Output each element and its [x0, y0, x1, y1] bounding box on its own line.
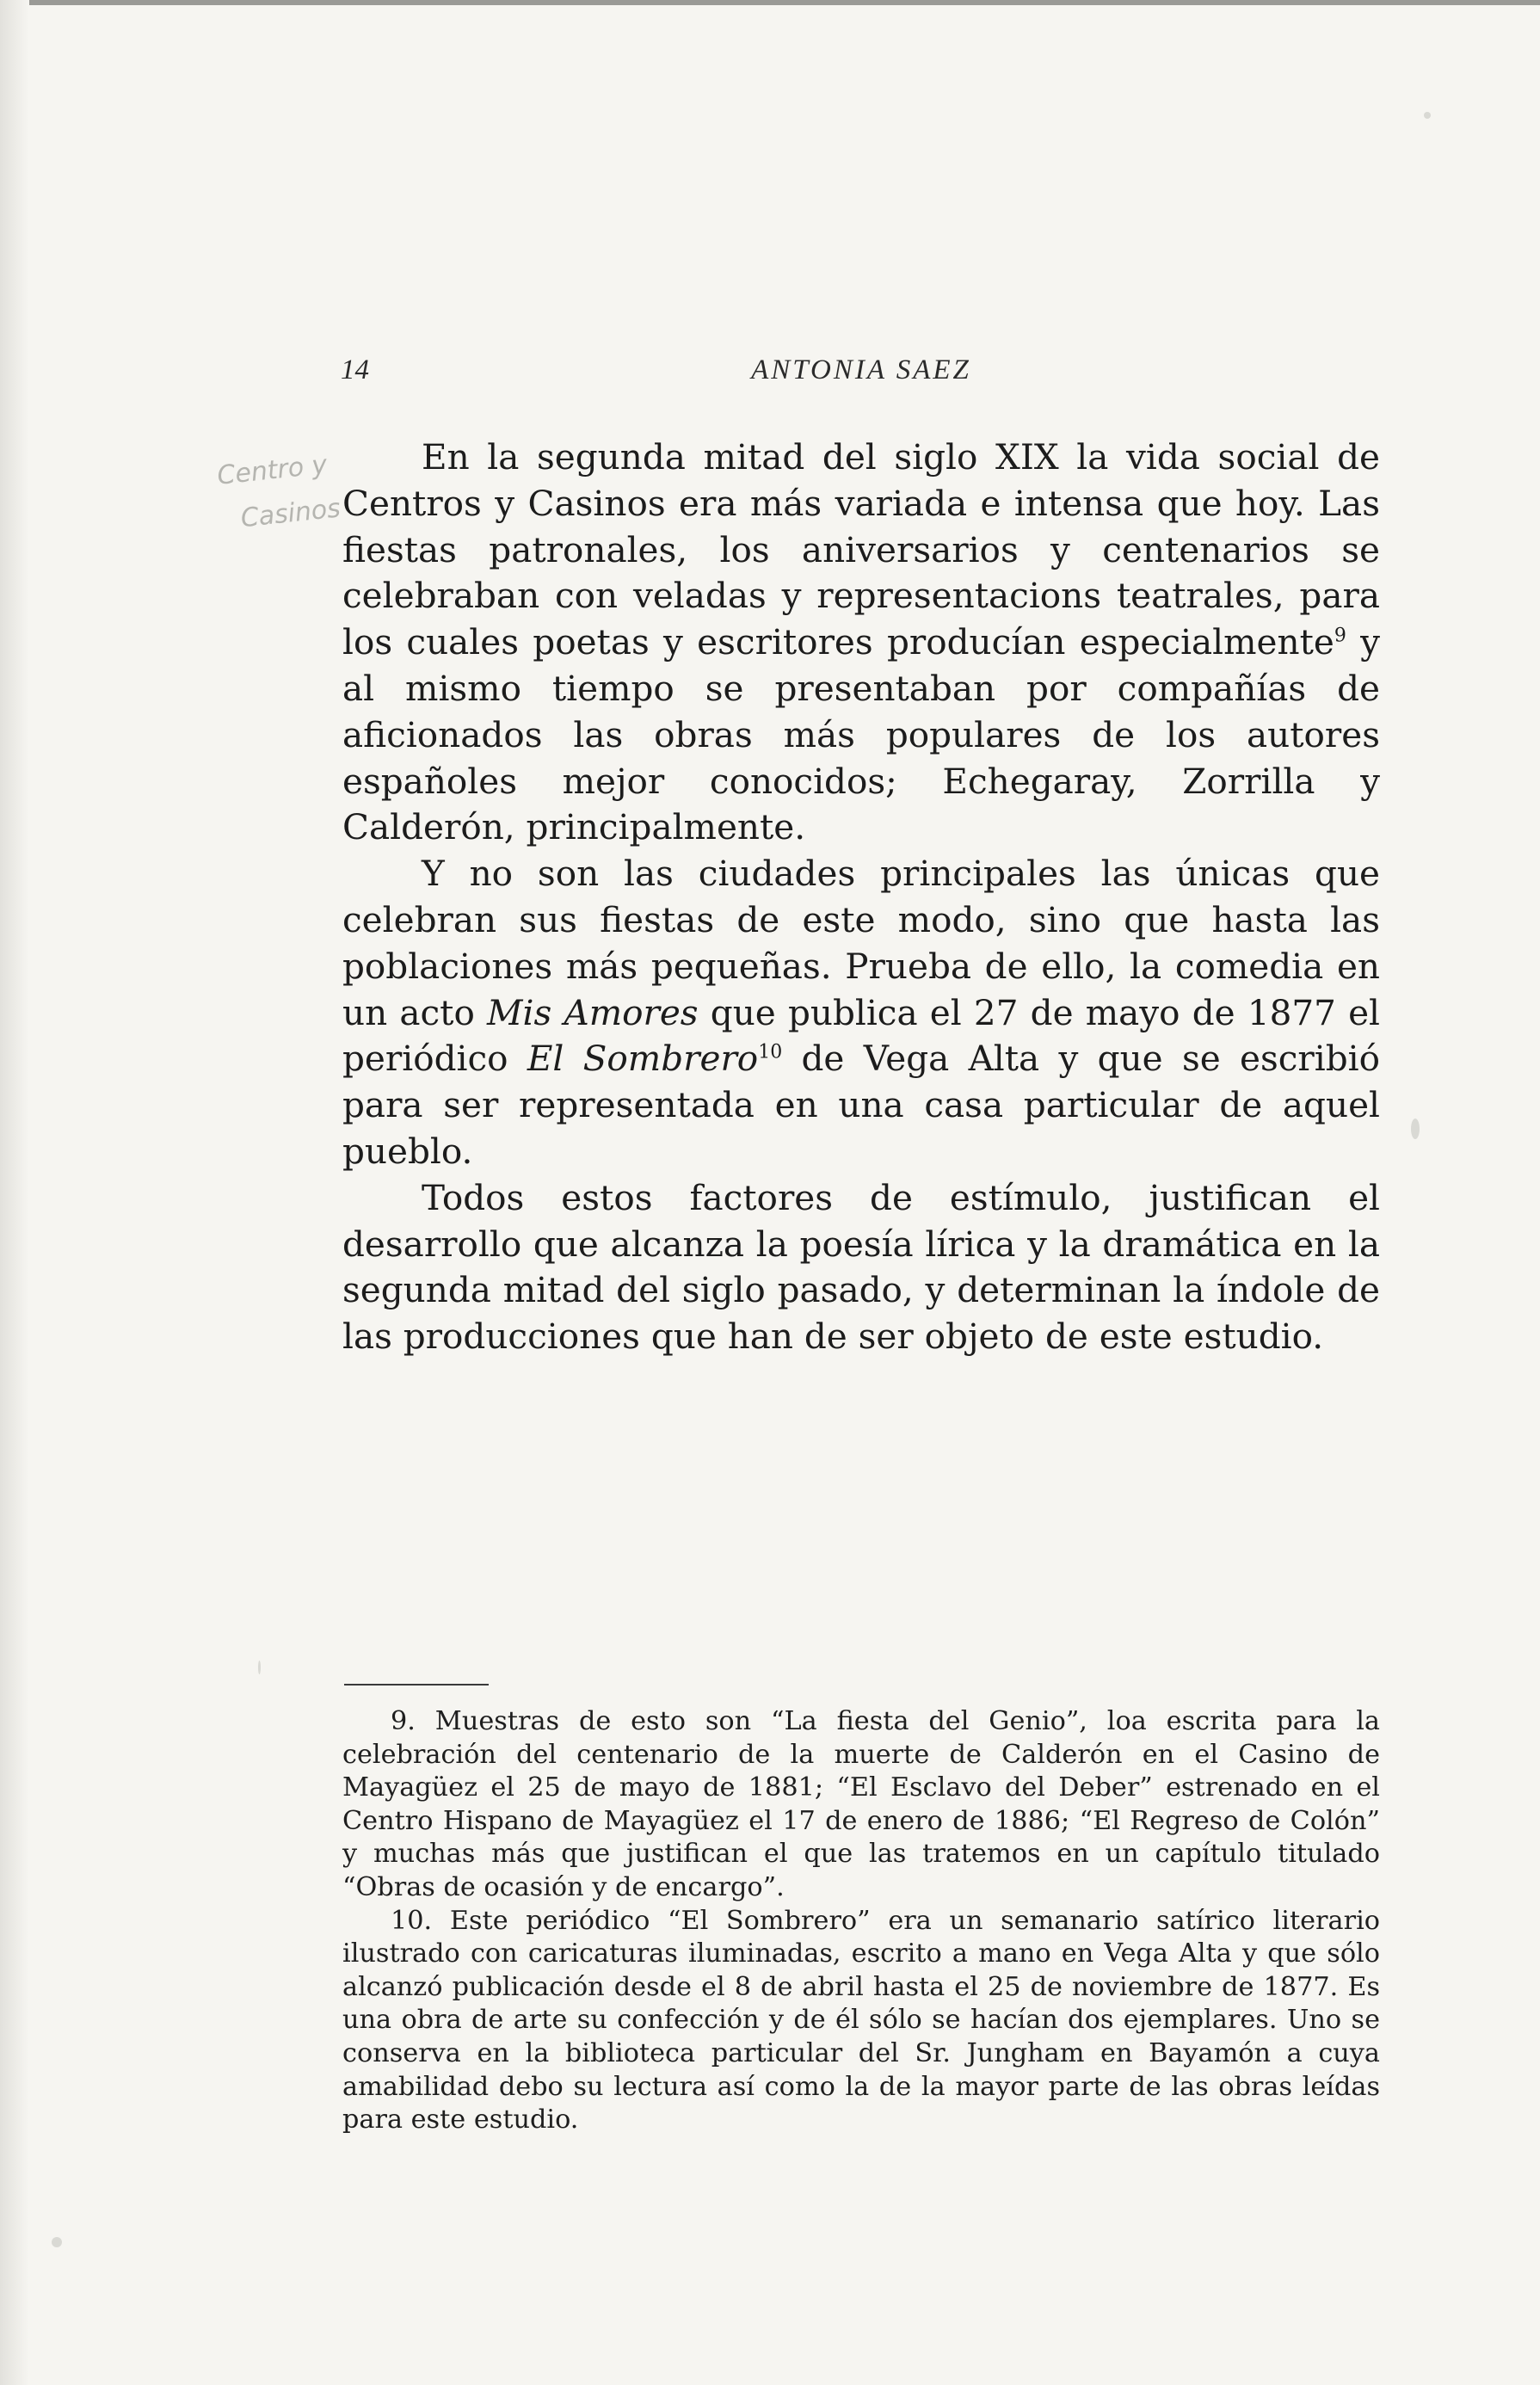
running-head-author: ANTONIA SAEZ [751, 354, 971, 385]
margin-note-line: Casinos [239, 493, 342, 534]
footnote-ref-9: 9 [1334, 625, 1346, 647]
paper-speck [258, 1661, 261, 1674]
footnotes [342, 1705, 1380, 2137]
handwritten-margin-note [215, 441, 353, 543]
paragraph-3 [342, 1175, 1380, 1360]
footnote-rule [344, 1684, 489, 1686]
footnote-text: Muestras de esto son “La fiesta del Genio”, loa escrita para la celebración del centenario de la muerte de Calderón en el Casino de Mayagüez el 25 de mayo de 1881; “El Esclavo del Deber” estrenado en el Centro Hispano de Mayagüez el 17 de enero de 1886; “El Regreso de Colón” y muchas más que justifican el que las tratemos en un capítulo titulado “Obras de ocasión y de encargo”. [342, 1706, 1380, 1902]
paper-speck [1424, 112, 1431, 119]
work-title-el-sombrero: El Sombrero [527, 1038, 759, 1080]
paragraph-1 [342, 434, 1380, 851]
paragraph-text: Y no son las ciudades principales las únicas que celebran sus fiestas de este modo, sino que hasta las poblaciones más pequeñas. Prueba de ello, la comedia en un acto [342, 853, 1380, 1033]
footnote-9 [342, 1705, 1380, 1905]
paragraph-text: de Vega Alta y que se escribió para ser representada en una casa particular de aquel pueblo. [342, 1038, 1380, 1172]
body-text [342, 434, 1380, 1360]
work-title-mis-amores: Mis Amores [487, 991, 699, 1033]
page-number: 14 [341, 354, 369, 385]
paragraph-text: que publica el 27 de mayo de 1877 el periódico [342, 991, 1380, 1080]
scan-edge-top [0, 0, 1540, 5]
scan-edge-left [0, 0, 29, 2385]
footnote-text: Este periódico “El Sombrero” era un semanario satírico literario ilustrado con caricaturas iluminadas, escrito a mano en Vega Alta y que sólo alcanzó publicación desde el 8 de abril hasta el 25 de noviembre de 1877. Es una obra de arte su confección y de él sólo se hacían dos ejemplares. Uno se conserva en la biblioteca particular del Sr. Jungham en Bayamón a cuya amabilidad debo su lectura así como la de la mayor parte de las obras leídas para este estudio. [342, 1905, 1381, 2135]
paper-speck [1411, 1119, 1420, 1139]
paragraph-text: En la segunda mitad del siglo XIX la vida social de Centros y Casinos era más variada e intensa que hoy. Las fiestas patronales, los aniversarios y centenarios se celebraban con veladas y representacions teatrales, para los cuales poetas y escritores producían especialmente [342, 436, 1380, 663]
paper-speck [52, 2237, 62, 2247]
paragraph-text: y al mismo tiempo se presentaban por compañías de aficionados las obras más populares de los autores españoles mejor conocidos; Echegaray, Zorrilla y Calderón, principalmente. [342, 621, 1380, 848]
footnote-number: 10. [391, 1905, 433, 1936]
paragraph-2 [342, 851, 1380, 1175]
paragraph-text: Todos estos factores de estímulo, justifican el desarrollo que alcanza la poesía lírica y la dramática en la segunda mitad del siglo pasado, y determinan la índole de las producciones que han de ser objeto de este estudio. [342, 1176, 1380, 1358]
footnote-number: 9. [391, 1706, 416, 1736]
footnote-10 [342, 1905, 1380, 2137]
margin-note-line: Centro y [215, 449, 329, 491]
footnote-ref-10: 10 [758, 1041, 783, 1063]
running-head [341, 354, 1382, 398]
